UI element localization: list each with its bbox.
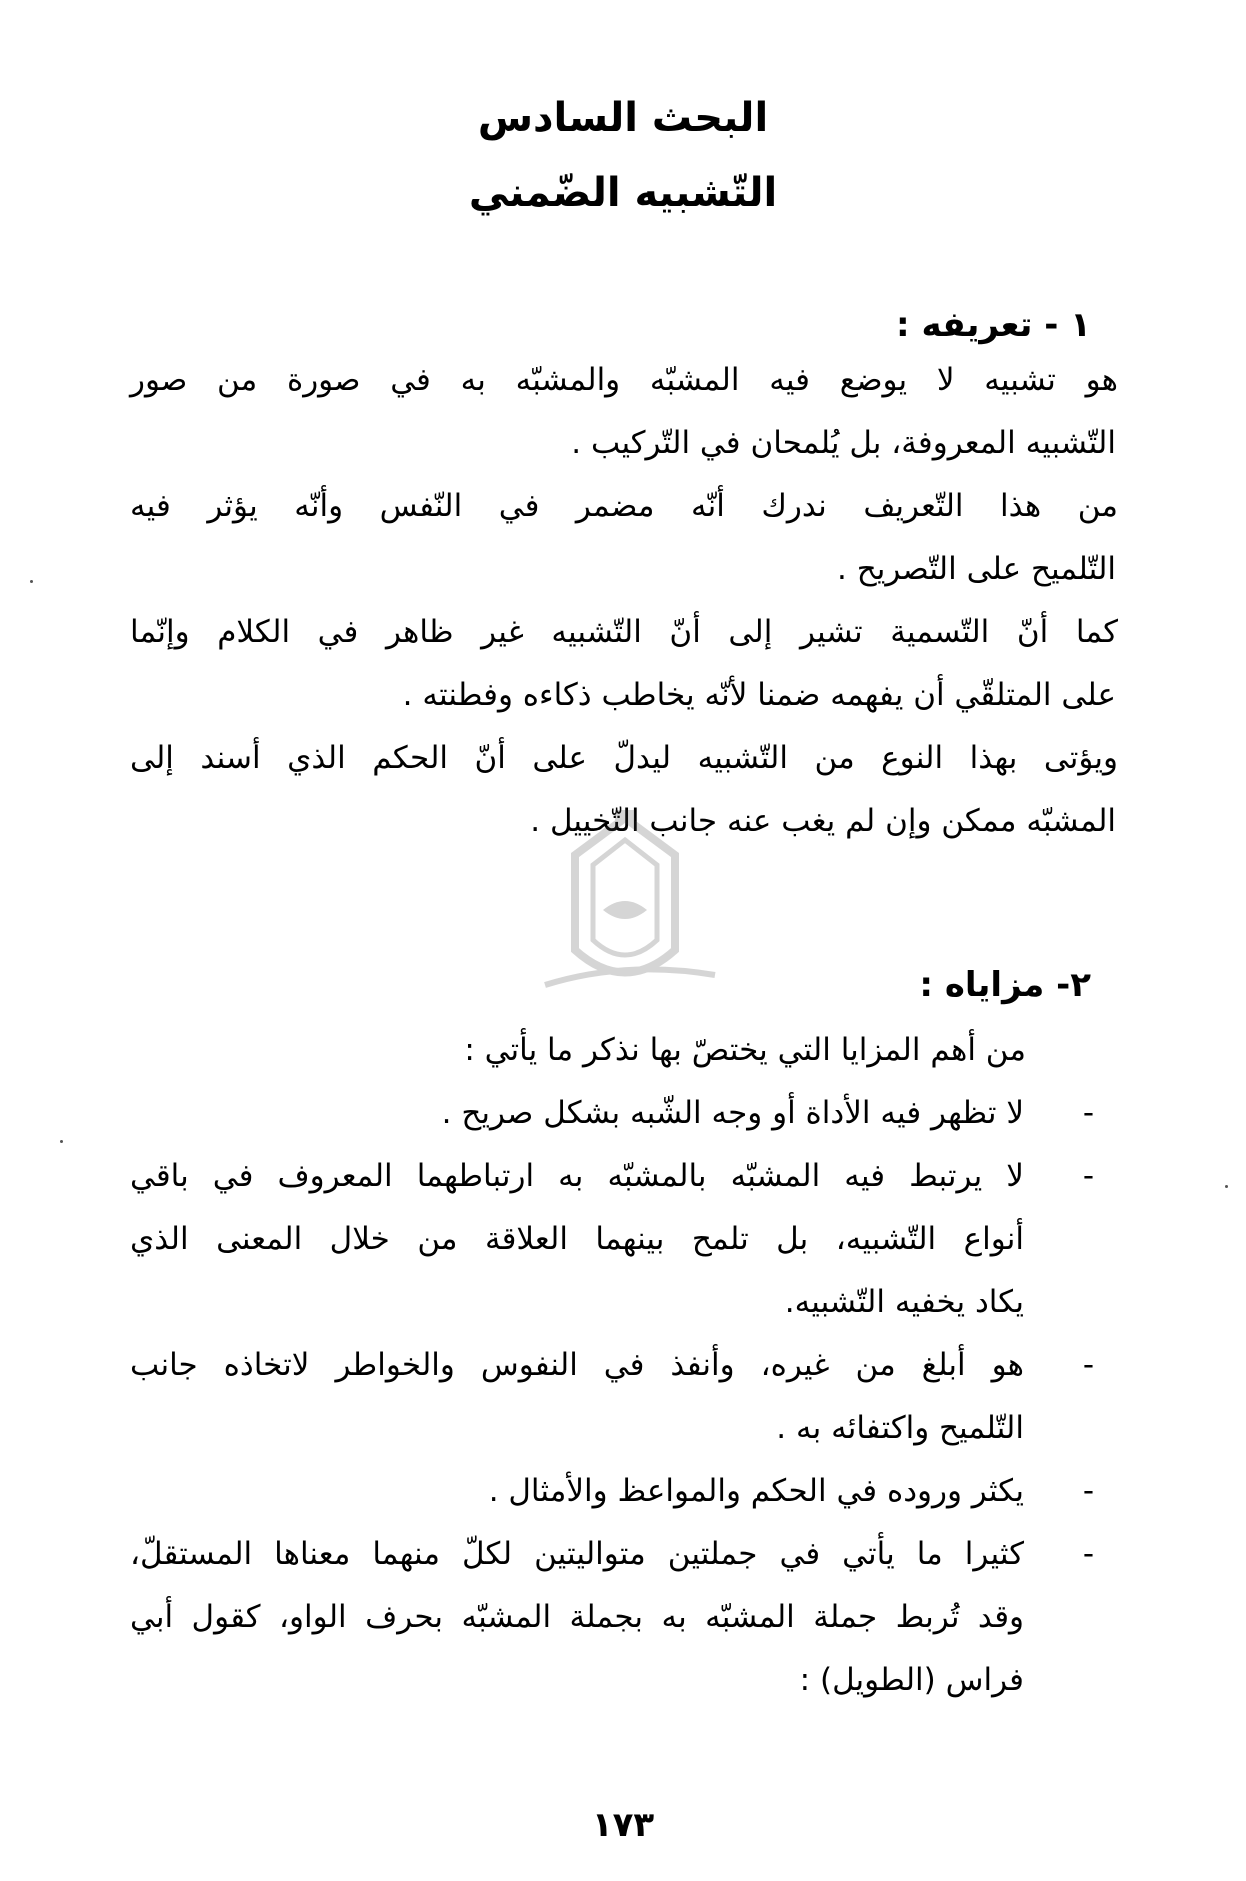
bullet-line: يكاد يخفيه التّشبيه. <box>784 1284 1024 1320</box>
bullet-line: يكثر وروده في الحكم والمواعظ والأمثال . <box>488 1473 1024 1509</box>
bullet-dash: - <box>1082 1536 1094 1572</box>
scan-speck <box>1225 1185 1228 1188</box>
paragraph-line: هو تشبيه لا يوضع فيه المشبّه والمشبّه به في صورة من صور <box>130 362 1118 398</box>
bullet-line: فراس (الطويل) : <box>799 1662 1024 1698</box>
paragraph-line: على المتلقّي أن يفهمه ضمنا لأنّه يخاطب ذكاءه وفطنته . <box>402 677 1116 713</box>
bullet-dash: - <box>1082 1158 1094 1194</box>
bullet-line: هو أبلغ من غيره، وأنفذ في النفوس والخواطر لاتخاذه جانب <box>130 1347 1024 1383</box>
bullet-line: كثيرا ما يأتي في جملتين متواليتين لكلّ منهما معناها المستقلّ، <box>130 1536 1024 1572</box>
chapter-subtitle: التّشبيه الضّمني <box>468 170 778 216</box>
bullet-line: لا يرتبط فيه المشبّه بالمشبّه به ارتباطهما المعروف في باقي <box>130 1158 1024 1194</box>
bullet-line: أنواع التّشبيه، بل تلمح بينهما العلاقة من خلال المعنى الذي <box>130 1221 1024 1257</box>
scan-speck <box>30 580 33 583</box>
bullet-line: التّلميح واكتفائه به . <box>776 1410 1024 1446</box>
library-logo-watermark <box>525 810 725 1010</box>
section-heading-advantages: ٢- مزاياه : <box>919 965 1091 1005</box>
bullet-line: لا تظهر فيه الأداة أو وجه الشّبه بشكل صريح . <box>441 1095 1024 1131</box>
scan-speck <box>60 1140 63 1143</box>
paragraph-line: المشبّه ممكن وإن لم يغب عنه جانب التّخييل . <box>530 803 1116 839</box>
bullet-line: وقد تُربط جملة المشبّه به بجملة المشبّه بحرف الواو، كقول أبي <box>130 1599 1024 1635</box>
paragraph-line: التّشبيه المعروفة، بل يُلمحان في التّركيب . <box>571 425 1116 461</box>
paragraph-line: ويؤتى بهذا النوع من التّشبيه ليدلّ على أنّ الحكم الذي أسند إلى <box>130 740 1118 776</box>
chapter-title: البحث السادس <box>477 95 769 141</box>
bullet-dash: - <box>1082 1347 1094 1383</box>
bullet-dash: - <box>1082 1473 1094 1509</box>
paragraph-line: التّلميح على التّصريح . <box>836 551 1116 587</box>
section-heading-definition: ١ - تعريفه : <box>896 305 1091 345</box>
bullet-dash: - <box>1082 1095 1094 1131</box>
paragraph-line: كما أنّ التّسمية تشير إلى أنّ التّشبيه غير ظاهر في الكلام وإنّما <box>130 614 1118 650</box>
paragraph-line: من هذا التّعريف ندرك أنّه مضمر في النّفس وأنّه يؤثر فيه <box>130 488 1118 524</box>
intro-line: من أهم المزايا التي يختصّ بها نذكر ما يأتي : <box>464 1032 1026 1068</box>
page-number: ١٧٣ <box>591 1805 655 1845</box>
